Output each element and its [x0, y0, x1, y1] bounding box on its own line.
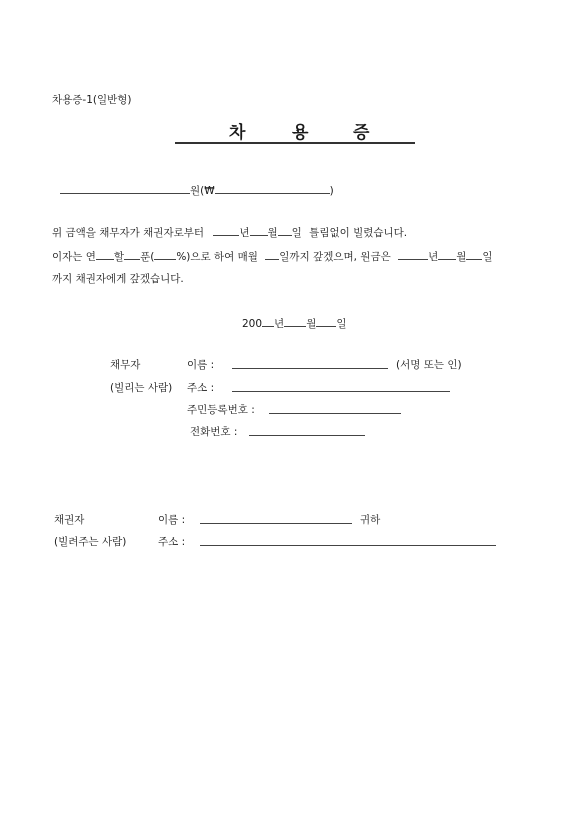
debtor-sub-label: (빌리는 사람): [110, 382, 173, 394]
form-code: 차용증-1(일반형): [52, 94, 132, 106]
interest-hal-blank[interactable]: [96, 249, 114, 260]
title-char-1: 차: [229, 123, 246, 143]
won-label: 원(₩: [190, 185, 215, 197]
creditor-label: 채권자: [54, 514, 85, 526]
date-month-label: 월: [306, 318, 317, 330]
debtor-phone-label: 전화번호 :: [190, 426, 238, 438]
date-line: [242, 316, 347, 331]
amount-korean-blank[interactable]: [60, 183, 190, 194]
month-label: 월: [267, 227, 278, 239]
borrow-year-blank[interactable]: [213, 225, 239, 236]
date-month-blank[interactable]: [284, 316, 306, 327]
repay-day-blank[interactable]: [466, 249, 482, 260]
title-char-2: 용: [292, 123, 309, 143]
interest-percent-blank[interactable]: [154, 249, 176, 260]
hal-label: 할: [113, 251, 125, 263]
body-line-2: [52, 249, 493, 264]
year-label: 년: [428, 251, 439, 263]
debtor-label: 채무자: [110, 359, 141, 371]
borrow-day-blank[interactable]: [278, 225, 292, 236]
creditor-address-field[interactable]: [200, 535, 496, 546]
document-title: [175, 118, 415, 144]
day-label: 일: [291, 227, 302, 239]
percent-label: %)으로 하여 매월: [176, 251, 258, 263]
interest-pun-blank[interactable]: [124, 249, 140, 260]
amount-close: ): [329, 185, 334, 197]
debtor-phone-field[interactable]: [249, 425, 365, 436]
debtor-rrn-field[interactable]: [269, 403, 401, 414]
creditor-name-field[interactable]: [200, 513, 352, 524]
body-text: 위 금액을 채무자가 채권자로부터: [52, 227, 205, 239]
debtor-address-label: 주소 :: [187, 382, 215, 394]
debtor-name-field[interactable]: [232, 358, 388, 369]
title-char-3: 증: [353, 123, 370, 143]
borrow-month-blank[interactable]: [250, 225, 268, 236]
creditor-honorific: 귀하: [360, 514, 381, 526]
creditor-address-label: 주소 :: [158, 536, 186, 548]
date-day-label: 일: [336, 318, 347, 330]
repay-month-blank[interactable]: [438, 249, 456, 260]
month-label: 월: [456, 251, 467, 263]
creditor-name-label: 이름 :: [158, 514, 186, 526]
year-label: 년: [239, 227, 250, 239]
body-text: 일까지 갚겠으며, 원금은: [279, 251, 391, 263]
debtor-name-label: 이름 :: [187, 359, 215, 371]
amount-number-blank[interactable]: [215, 183, 330, 194]
body-text: 틀림없이 빌렸습니다.: [309, 227, 408, 239]
debtor-address-field[interactable]: [232, 381, 450, 392]
body-text: 이자는 연: [52, 251, 96, 263]
creditor-sub-label: (빌려주는 사람): [54, 536, 127, 548]
body-line-1: [52, 225, 407, 240]
day-label: 일: [482, 251, 493, 263]
repay-year-blank[interactable]: [398, 249, 428, 260]
amount-line: [60, 183, 334, 198]
date-year-blank[interactable]: [262, 316, 274, 327]
monthly-day-blank[interactable]: [265, 249, 279, 260]
date-day-blank[interactable]: [316, 316, 336, 327]
body-line-3: 까지 채권자에게 갚겠습니다.: [52, 273, 184, 285]
pun-label: 푼(: [140, 251, 155, 263]
date-year-label: 년: [274, 318, 285, 330]
debtor-sign-note: (서명 또는 인): [396, 359, 462, 371]
date-prefix: 200: [242, 318, 263, 330]
debtor-rrn-label: 주민등록번호 :: [187, 404, 255, 416]
